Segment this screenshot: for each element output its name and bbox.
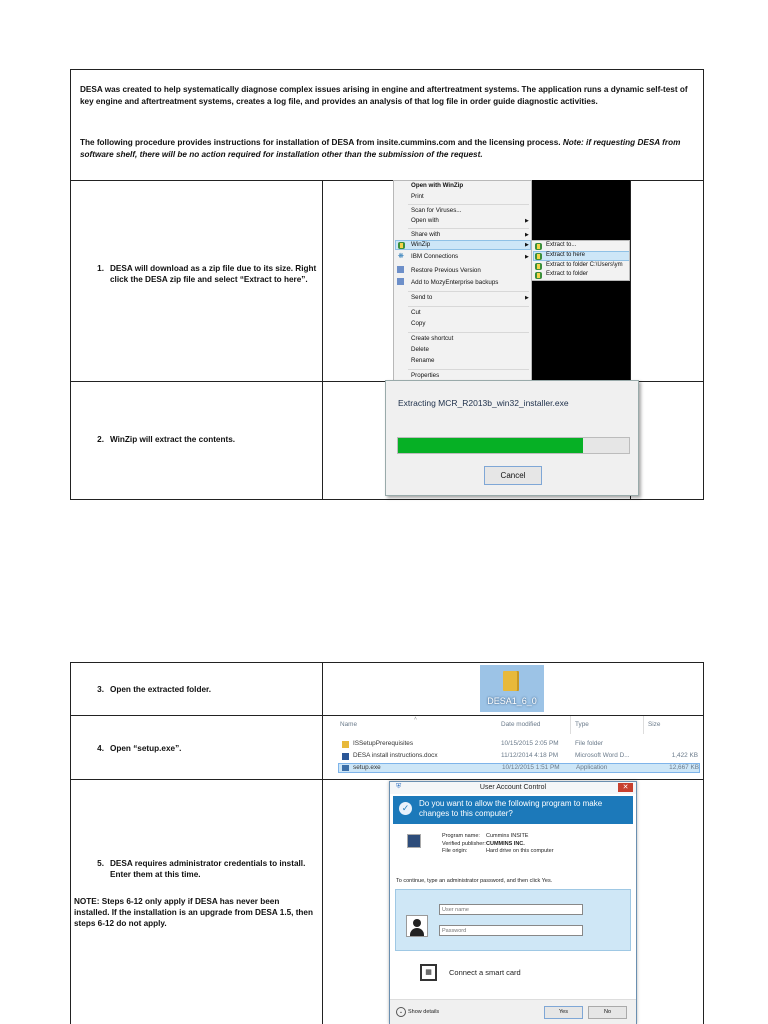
uac-header [393, 796, 633, 824]
avatar-body [410, 928, 424, 936]
password-input[interactable] [439, 925, 583, 936]
intro-note: Note: if requesting DESA from software shelf, there will be no action required for installation other than the submission of the request. [80, 138, 681, 159]
restore-icon [397, 266, 404, 273]
step-number: 5. [97, 859, 104, 868]
winzip-icon [398, 242, 405, 249]
screenshot-background [530, 281, 630, 381]
origin-label: File origin: [442, 848, 468, 854]
origin-value: Hard drive on this computer [486, 848, 554, 854]
header-separator [570, 716, 571, 734]
cancel-button[interactable]: Cancel [484, 466, 542, 485]
table-row[interactable] [330, 740, 700, 750]
menu-separator [408, 228, 529, 229]
submenu-arrow-icon: ▶ [525, 232, 529, 238]
menu-separator [408, 204, 529, 205]
divider [70, 779, 704, 780]
step-number: 2. [97, 435, 104, 444]
file-date: 11/12/2014 4:18 PM [501, 752, 559, 759]
uac-shield-icon: ⛨ [396, 783, 402, 790]
file-name: DESA install instructions.docx [353, 752, 438, 759]
step-2 [82, 434, 318, 445]
no-button[interactable]: No [588, 1006, 627, 1019]
word-document-icon [342, 753, 349, 760]
extract-dialog-title: Extracting MCR_R2013b_win32_installer.exe [398, 398, 569, 408]
submenu-arrow-icon: ▶ [525, 218, 529, 224]
avatar-head [413, 919, 421, 927]
file-type: Application [576, 764, 608, 771]
menu-item-copy[interactable]: Copy [411, 320, 426, 327]
file-name: ISSetupPrerequisites [353, 740, 414, 747]
menu-item-create-shortcut[interactable]: Create shortcut [411, 335, 454, 342]
program-label: Program name: [442, 833, 480, 839]
publisher-row [442, 841, 554, 849]
menu-item-open-with[interactable]: Open with [411, 217, 439, 224]
file-date: 10/15/2015 2:05 PM [501, 740, 559, 747]
program-row [442, 833, 554, 841]
step-number: 3. [97, 685, 104, 694]
screenshot-background [530, 180, 630, 240]
step-text: Open the extracted folder. [110, 685, 212, 694]
menu-item-send-to[interactable]: Send to [411, 294, 433, 301]
menu-item-delete[interactable]: Delete [411, 346, 429, 353]
intro-text: The following procedure provides instructions for installation of DESA from insite.cummins.com and the licensing process. [80, 138, 563, 147]
step-number: 4. [97, 744, 104, 753]
step-3 [82, 684, 318, 695]
header-separator [643, 716, 644, 734]
menu-item-print[interactable]: Print [411, 193, 424, 200]
submenu-arrow-icon: ▶ [525, 254, 529, 260]
chevron-down-icon[interactable]: ⌄ [396, 1007, 406, 1017]
uac-question: Do you want to allow the following program to make changes to this computer? [419, 799, 603, 818]
application-icon [342, 765, 349, 771]
winzip-icon [535, 253, 542, 260]
uac-instruction: To continue, type an administrator password, and then click Yes. [396, 878, 553, 884]
program-icon [407, 834, 421, 848]
menu-item-scan[interactable]: Scan for Viruses... [411, 207, 462, 214]
credentials-panel [395, 889, 631, 951]
uac-dialog [389, 781, 637, 1024]
extract-dialog [385, 380, 639, 496]
sort-caret-icon: ˄ [414, 716, 417, 722]
step-text: WinZip will extract the contents. [110, 435, 236, 444]
menu-item-winzip[interactable]: WinZip [411, 241, 431, 248]
submenu-arrow-icon: ▶ [525, 242, 529, 248]
column-header-type[interactable]: Type [575, 721, 589, 728]
menu-item-cut[interactable]: Cut [411, 309, 421, 316]
divider [70, 715, 322, 716]
mozy-icon [397, 278, 404, 285]
step-text: Open “setup.exe”. [110, 744, 182, 753]
step-1 [82, 263, 318, 285]
username-input[interactable] [439, 904, 583, 915]
step-5 [82, 858, 318, 880]
intro-paragraph-2 [80, 137, 692, 160]
menu-item-restore[interactable]: Restore Previous Version [411, 267, 481, 274]
explorer-file-list [330, 716, 700, 778]
menu-separator [408, 369, 529, 370]
menu-item-open-winzip[interactable]: Open with WinZip [411, 182, 464, 189]
folder-name: DESA1_6_0 [487, 696, 537, 706]
menu-separator [408, 332, 529, 333]
submenu-extract-here[interactable]: Extract to here [546, 252, 586, 258]
table-row-selected[interactable] [338, 763, 700, 773]
column-header-name[interactable]: Name [340, 721, 358, 728]
ibm-connections-icon: ❋ [398, 253, 404, 260]
show-details-link[interactable]: Show details [408, 1009, 440, 1015]
intro-paragraph-1: DESA was created to help systematically diagnose complex issues arising in engine and aftertreatment systems. The application runs a dynamic self-test of key engine and aftertreatment systems, creates a log file, and provides an analysis of that log file in order guide diagnostic activities. [80, 85, 688, 106]
menu-item-rename[interactable]: Rename [411, 357, 435, 364]
origin-row [442, 848, 554, 856]
menu-separator [408, 306, 529, 307]
uac-titlebar [390, 782, 636, 794]
menu-separator [408, 291, 529, 292]
submenu-extract-to-folder-path[interactable]: Extract to folder C:\Users\ym [546, 262, 623, 268]
file-date: 10/12/2015 1:51 PM [502, 764, 560, 771]
program-info [442, 833, 554, 856]
yes-button[interactable]: Yes [544, 1006, 583, 1019]
submenu-arrow-icon: ▶ [525, 295, 529, 301]
menu-item-mozy[interactable]: Add to MozyEnterprise backups [411, 279, 499, 286]
step-5-note: NOTE: Steps 6-12 only apply if DESA has never been installed. If the installation is an upgrade from DESA 1.5, then steps 6-12 do not apply. [74, 897, 313, 928]
step-number: 1. [97, 264, 104, 273]
close-icon[interactable]: ✕ [618, 783, 633, 792]
submenu-extract-to-folder[interactable]: Extract to folder [546, 271, 589, 277]
progress-fill [398, 438, 583, 453]
extracted-folder[interactable] [480, 665, 544, 712]
winzip-icon [535, 272, 542, 279]
step-text: DESA requires administrator credentials to install. Enter them at this time. [110, 859, 306, 879]
menu-item-ibm-connections[interactable]: IBM Connections [411, 253, 459, 260]
winzip-icon [535, 263, 542, 270]
column-header-date[interactable]: Date modified [501, 721, 541, 728]
file-size: 12,667 KB [669, 764, 699, 771]
uac-title: User Account Control [479, 784, 547, 791]
smartcard-option[interactable] [420, 961, 620, 983]
winzip-icon [535, 243, 542, 250]
context-menu [393, 180, 532, 381]
winzip-submenu [531, 240, 630, 281]
submenu-extract-to[interactable]: Extract to... [546, 242, 577, 248]
column-header-size[interactable]: Size [648, 721, 661, 728]
program-value: Cummins INSITE [486, 833, 529, 839]
smartcard-icon: ▦ [420, 964, 437, 981]
file-type: Microsoft Word D... [575, 752, 630, 759]
publisher-value: CUMMINS INC. [486, 840, 525, 847]
menu-item-properties[interactable]: Properties [411, 372, 440, 379]
file-type: File folder [575, 740, 604, 747]
user-avatar-icon [406, 915, 428, 937]
folder-icon [503, 671, 517, 691]
step-text: DESA will download as a zip file due to its size. Right click the DESA zip file and select “Extract to here”. [110, 264, 317, 284]
progress-track [397, 437, 630, 454]
file-name: setup.exe [353, 764, 381, 771]
publisher-label: Verified publisher: [442, 840, 486, 847]
divider [322, 662, 323, 1024]
file-size: 1,422 KB [671, 752, 698, 759]
divider [322, 180, 323, 500]
uac-header-shield-icon: ✓ [399, 802, 412, 815]
table-row[interactable] [330, 752, 700, 762]
smartcard-label: Connect a smart card [449, 968, 521, 977]
uac-footer [390, 999, 636, 1024]
step-4 [82, 743, 318, 754]
folder-icon [342, 741, 349, 748]
menu-item-share-with[interactable]: Share with [411, 231, 441, 238]
